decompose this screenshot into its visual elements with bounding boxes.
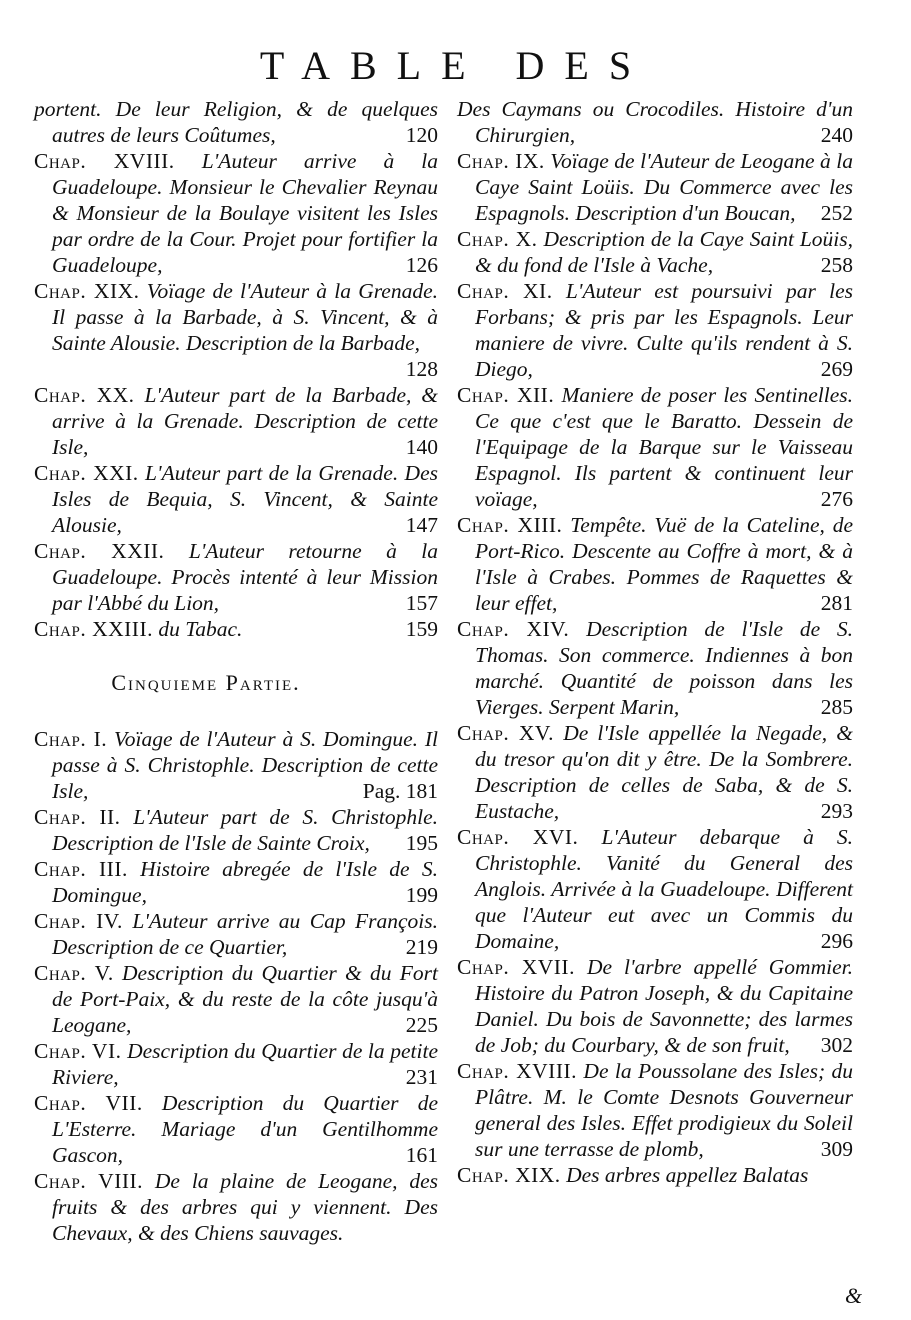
catchword: & — [845, 1283, 863, 1308]
chapter-label: Chap. XII. — [457, 383, 555, 407]
entry-text: Description de la Caye Saint Loüis, & du fond de l'Isle à Vache, — [475, 227, 854, 277]
entry-text: Maniere de poser les Sentinelles. Ce que c'est que le Baratto. Dessein de l'Equipage de la Barque sur le Vaisseau Espagnol. Ils partent & continuent leur voïage, — [475, 383, 853, 511]
entry-text: Description du Quartier de L'Esterre. Mariage d'un Gentilhomme Gascon, — [52, 1091, 439, 1167]
chapter-label: Chap. V. — [34, 961, 114, 985]
running-head: TABLE DES — [259, 43, 652, 88]
page-number: 161 — [405, 1143, 438, 1167]
left-entries-after — [34, 726, 438, 1246]
entry-text: L'Auteur part de S. Christophle. Description de l'Isle de Sainte Croix, — [52, 805, 438, 855]
toc-entry — [457, 278, 853, 382]
toc-entry — [457, 512, 853, 616]
toc-entry — [34, 148, 438, 278]
page-number: 128 — [405, 357, 438, 381]
page-number: 302 — [820, 1033, 853, 1057]
chapter-label: Chap. I. — [34, 727, 108, 751]
entry-text: De l'arbre appellé Gommier. Histoire du Patron Joseph, & du Capitaine Daniel. Du bois de Savonnette; des larmes de Job; du Courbary, & de son fruit, — [475, 955, 853, 1057]
chapter-label: Chap. IV. — [34, 909, 123, 933]
page-number: 120 — [405, 123, 438, 147]
toc-entry — [457, 616, 853, 720]
toc-entry — [34, 1090, 438, 1168]
toc-entry — [34, 538, 438, 616]
toc-entry — [457, 148, 853, 226]
toc-entry — [457, 720, 853, 824]
entry-text: L'Auteur debarque à S. Christophle. Vanité du General des Anglois. Arrivée à la Guadeloupe. Different que l'Auteur eut avec un Commis du Domaine, — [475, 825, 854, 953]
page-number: 240 — [820, 123, 853, 147]
page-number: 252 — [820, 201, 853, 225]
page-number: 126 — [405, 253, 438, 277]
page-number: 199 — [405, 883, 438, 907]
chapter-label: Chap. VII. — [34, 1091, 143, 1115]
entry-text: Description du Quartier de la petite Riviere, — [52, 1039, 438, 1089]
toc-entry — [457, 382, 853, 512]
page-number: 258 — [820, 253, 853, 277]
toc-entry — [34, 908, 438, 960]
entry-text: portent. De leur Religion, & de quelques autres de leurs Coûtumes, — [34, 97, 438, 147]
page-number: 219 — [405, 935, 438, 959]
entry-text: du Tabac. — [158, 617, 243, 641]
toc-entry — [457, 96, 853, 148]
page-number: 281 — [820, 591, 853, 615]
entry-text: De la plaine de Leogane, des fruits & des arbres qui y viennent. Des Chevaux, & des Chiens sauvages. — [52, 1169, 439, 1245]
entry-text: Voïage de l'Auteur à S. Domingue. Il passe à S. Christophle. Description de cette Isle, — [52, 727, 438, 803]
page-number: 159 — [405, 617, 438, 641]
chapter-label: Chap. XIX. — [34, 279, 140, 303]
chapter-label: Chap. XVII. — [457, 955, 575, 979]
toc-entry — [34, 460, 438, 538]
entry-text: L'Auteur arrive à la Guadeloupe. Monsieur le Chevalier Reynau & Monsieur de la Boulaye visitent les Isles par ordre de la Cour. Projet pour fortifier la Guadeloupe, — [52, 149, 438, 277]
toc-entry — [34, 960, 438, 1038]
chapter-label: Chap. III. — [34, 857, 128, 881]
entry-text: Voïage de l'Auteur à la Grenade. Il passe à la Barbade, à S. Vincent, & à Sainte Alousie. Description de la Barbade, — [52, 279, 438, 355]
page-number: 225 — [405, 1013, 438, 1037]
toc-entry — [34, 856, 438, 908]
toc-entry — [34, 382, 438, 460]
chapter-label: Chap. XVIII. — [34, 149, 175, 173]
left-column — [34, 96, 438, 1246]
chapter-label: Chap. IX. — [457, 149, 545, 173]
entry-text: Description du Quartier & du Fort de Port-Paix, & du reste de la côte jusqu'à Leogane, — [52, 961, 439, 1037]
chapter-label: Chap. XXI. — [34, 461, 139, 485]
entry-text: Voïage de l'Auteur de Leogane à la Caye Saint Loüis. Du Commerce avec les Espagnols. Description d'un Boucan, — [475, 149, 853, 225]
entry-text: L'Auteur part de la Barbade, & arrive à la Grenade. Description de cette Isle, — [52, 383, 438, 459]
chapter-label: Chap. XIII. — [457, 513, 563, 537]
toc-entry — [457, 824, 853, 954]
entry-text: Des arbres appellez Balatas — [566, 1163, 809, 1187]
chapter-label: Chap. XX. — [34, 383, 135, 407]
entry-text: Histoire abregée de l'Isle de S. Domingue, — [52, 857, 438, 907]
toc-entry — [457, 1058, 853, 1162]
page-number: 147 — [405, 513, 438, 537]
entry-text: De la Poussolane des Isles; du Plâtre. M. le Comte Desnots Gouverneur general des Isles. Effet prodigieux du Soleil sur une terrasse de plomb, — [475, 1059, 854, 1161]
page-number: 140 — [405, 435, 438, 459]
page-number: Pag. 181 — [362, 779, 438, 803]
chapter-label: Chap. XV. — [457, 721, 555, 745]
page-number: 309 — [820, 1137, 853, 1161]
right-column — [457, 96, 853, 1188]
chapter-label: Chap. XIV. — [457, 617, 570, 641]
toc-entry — [457, 226, 853, 278]
page-number: 231 — [405, 1065, 438, 1089]
section-title: Cinquieme Partie. — [111, 670, 301, 695]
chapter-label: Chap. XXII. — [34, 539, 165, 563]
toc-entry — [34, 96, 438, 148]
chapter-label: Chap. X. — [457, 227, 538, 251]
entry-text: Des Caymans ou Crocodiles. Histoire d'un Chirurgien, — [457, 97, 853, 147]
toc-entry — [34, 726, 438, 804]
page-number: 285 — [820, 695, 853, 719]
chapter-label: Chap. VI. — [34, 1039, 122, 1063]
left-entries-before — [34, 96, 438, 642]
entry-text: L'Auteur retourne à la Guadeloupe. Procès intenté à leur Mission par l'Abbé du Lion, — [52, 539, 438, 615]
toc-entry — [34, 1168, 438, 1246]
entry-text: L'Auteur part de la Grenade. Des Isles de Bequia, S. Vincent, & Sainte Alousie, — [52, 461, 438, 537]
entry-text: L'Auteur arrive au Cap François. Description de ce Quartier, — [52, 909, 438, 959]
entry-text: Description de l'Isle de S. Thomas. Son commerce. Indiennes à bon marché. Quantité de poisson dans les Vierges. Serpent Marin, — [475, 617, 854, 719]
chapter-label: Chap. II. — [34, 805, 121, 829]
page-number: 276 — [820, 487, 853, 511]
chapter-label: Chap. XIX. — [457, 1163, 561, 1187]
page-number: 293 — [820, 799, 853, 823]
entry-text: L'Auteur est poursuivi par les Forbans; & pris par les Espagnols. Leur maniere de vivre. Culte qu'ils rendent à S. Diego, — [475, 279, 853, 381]
toc-entry — [457, 1162, 853, 1188]
page-number: 269 — [820, 357, 853, 381]
chapter-label: Chap. XI. — [457, 279, 553, 303]
entry-text: De l'Isle appellée la Negade, & du tresor qu'on dit y être. De la Sombrere. Description de celles de Saba, & de S. Eustache, — [475, 721, 853, 823]
toc-entry — [34, 616, 438, 642]
chapter-label: Chap. XVIII. — [457, 1059, 578, 1083]
toc-entry — [34, 804, 438, 856]
chapter-label: Chap. VIII. — [34, 1169, 144, 1193]
chapter-label: Chap. XXIII. — [34, 617, 154, 641]
toc-entry — [457, 954, 853, 1058]
chapter-label: Chap. XVI. — [457, 825, 579, 849]
page-number: 195 — [405, 831, 438, 855]
page-number: 296 — [820, 929, 853, 953]
toc-entry — [34, 1038, 438, 1090]
page-number: 157 — [405, 591, 438, 615]
entry-text: Tempête. Vuë de la Cateline, de Port-Rico. Descente au Coffre à mort, & à l'Isle à Crabes. Pommes de Raquettes & leur effet, — [475, 513, 853, 615]
toc-entry — [34, 278, 438, 382]
